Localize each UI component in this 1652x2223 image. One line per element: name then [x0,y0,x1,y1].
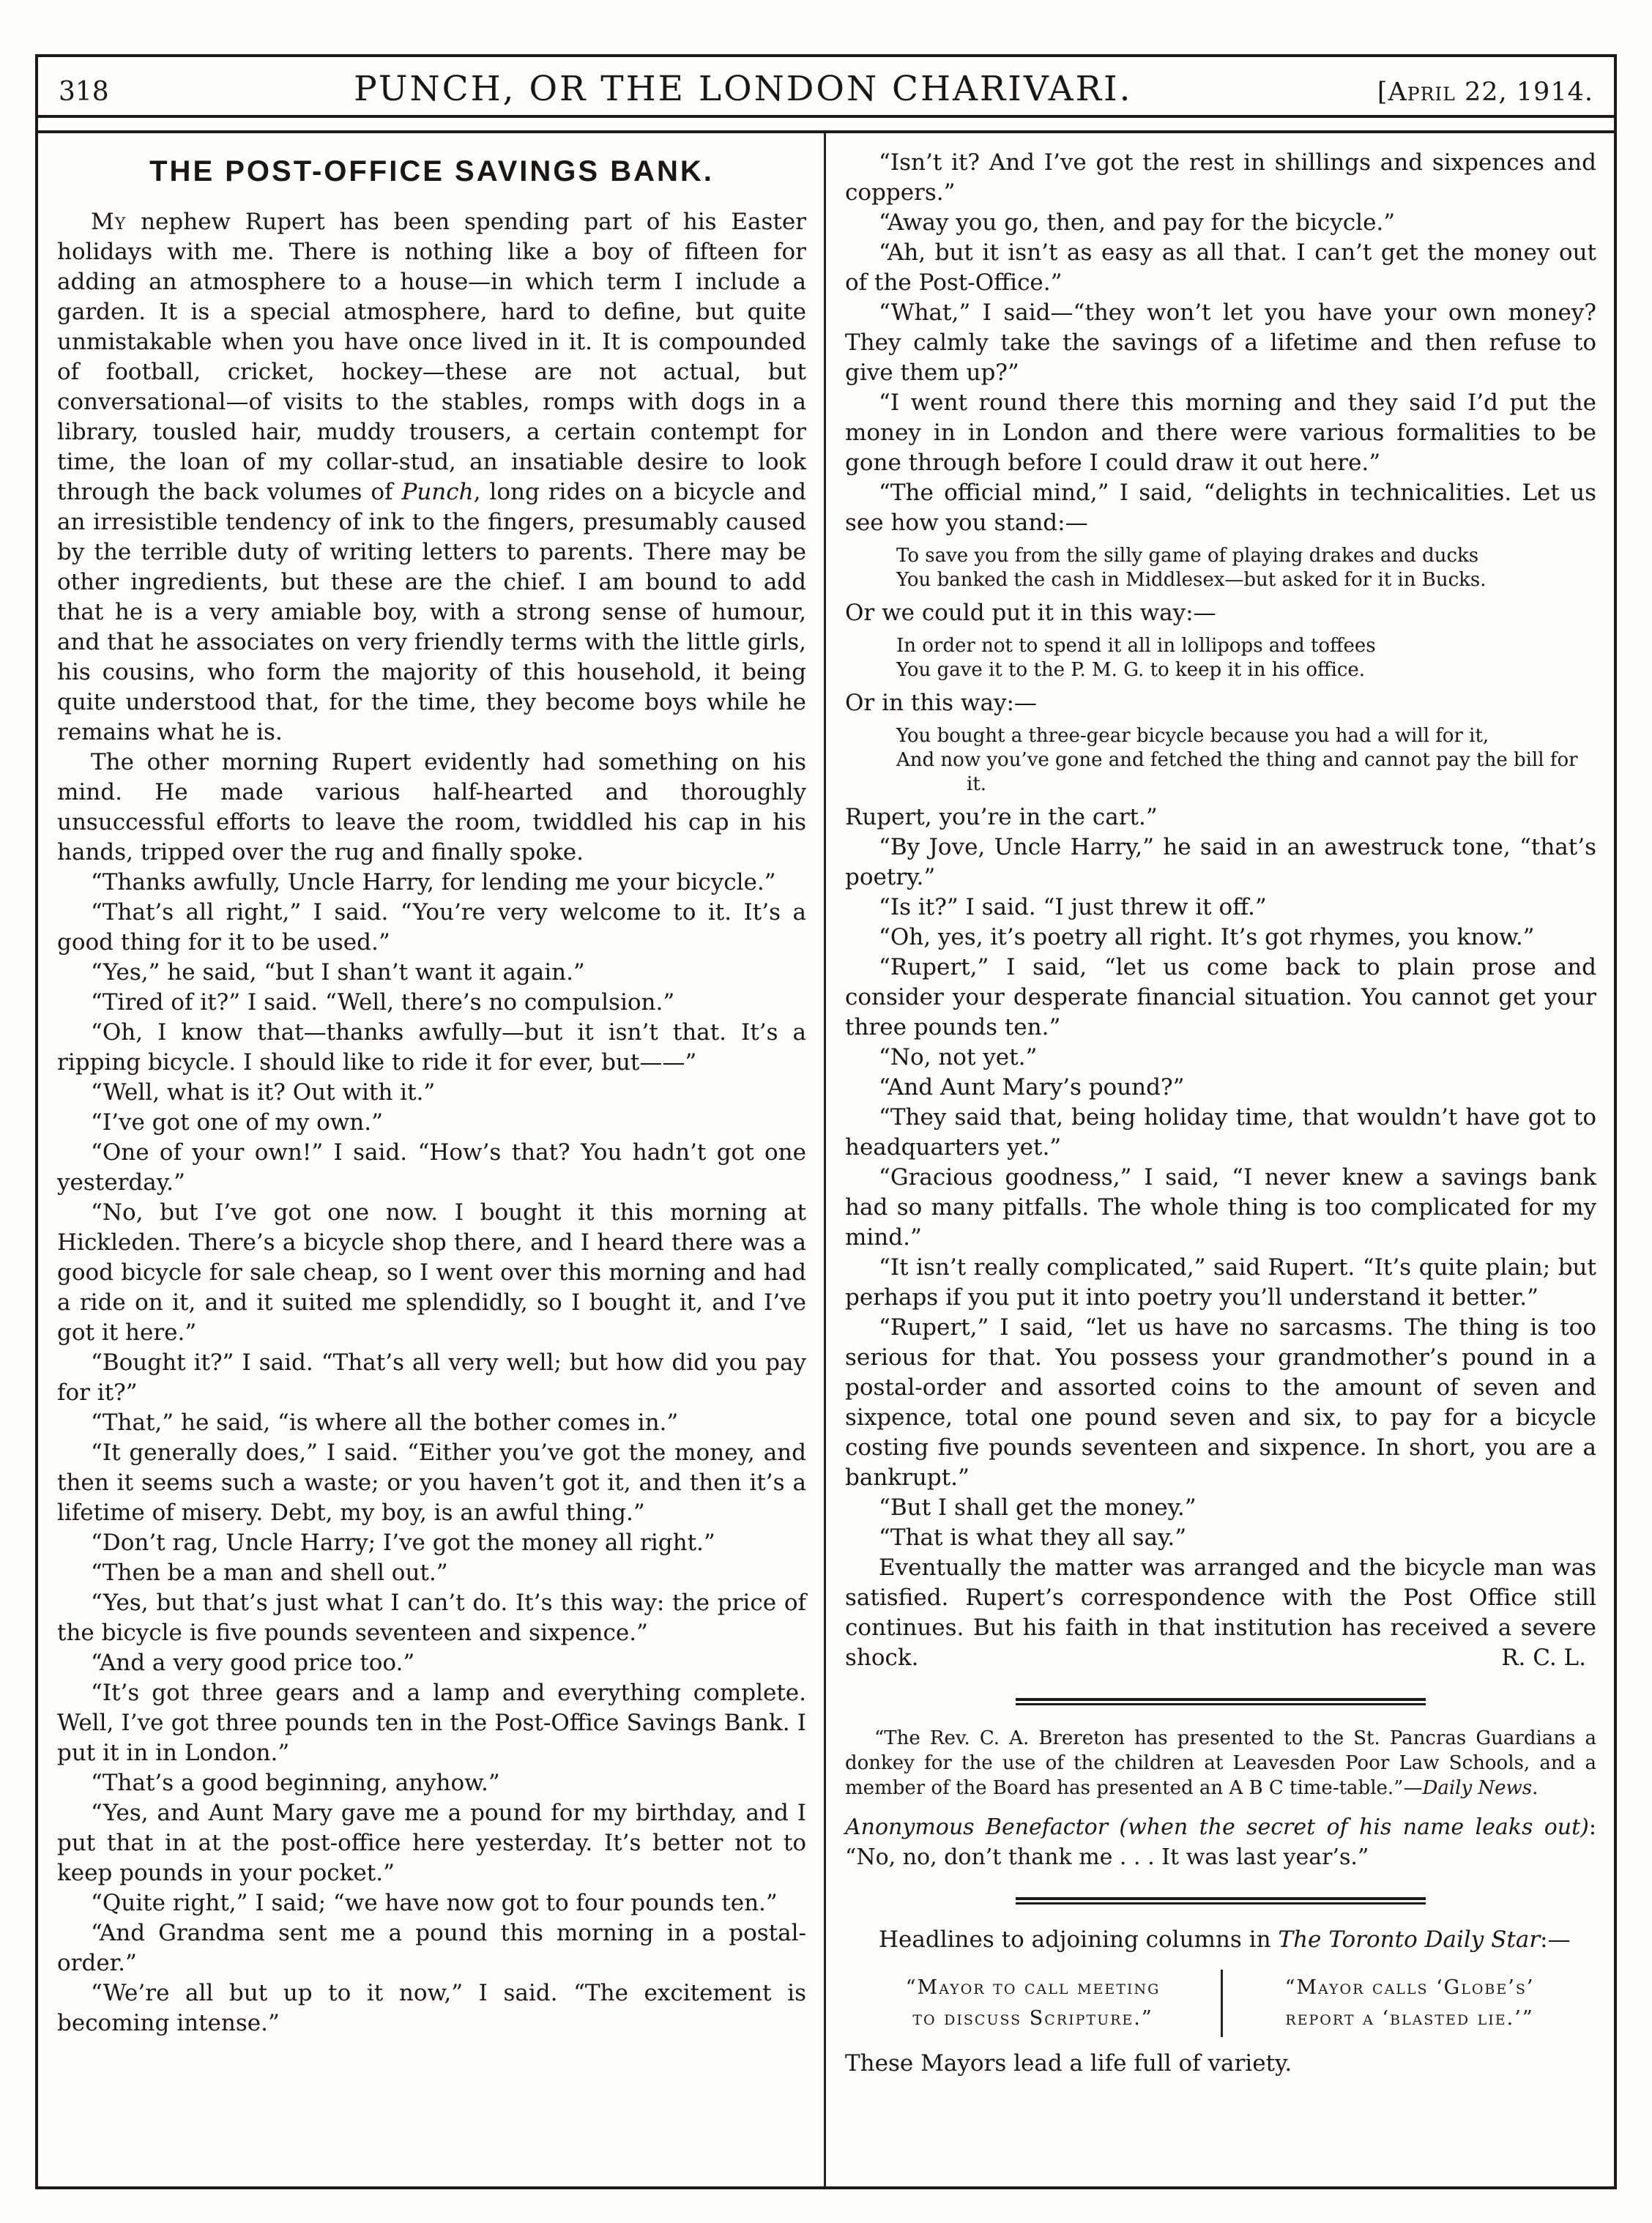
paragraph: “That,” he said, “is where all the bother comes in.” [91,1410,679,1436]
paragraph: “That is what they all say.” [879,1524,1187,1551]
page-number: 318 [59,77,109,107]
paragraph: “That’s all right,” I said. “You’re very welcome to it. It’s a good thing for it to be used.” [57,899,806,956]
paragraph: “It’s got three gears and a lamp and everything complete. Well, I’ve got three pounds ten in the Post-Office Savings Bank. I put it in in London.” [57,1680,806,1766]
paragraph: “What,” I said—“they won’t let you have your own money? They calmly take the savings of a lifetime and then refuse to give them up?” [845,299,1596,386]
paragraph: “Oh, I know that—thanks awfully—but it isn’t that. It’s a ripping bicycle. I should like to ride it for ever, but——” [57,1019,806,1076]
paragraph: “I went round there this morning and they said I’d put the money in in London and there were various formalities to be gone through before I could draw it out here.” [845,390,1596,476]
star-headlines [845,1970,1596,2037]
paragraph: “By Jove, Uncle Harry,” he said in an awestruck tone, “that’s poetry.” [845,834,1596,890]
paragraph: “And Aunt Mary’s pound?” [879,1074,1185,1101]
verse-line: In order not to spend it all in lollipops and toffees [896,635,1376,657]
masthead-title: PUNCH, OR THE LONDON CHARIVARI. [354,69,1133,109]
paragraph: “The official mind,” I said, “delights in technicalities. Let us see how you stand:— [845,480,1596,536]
small-caps-lead: My [91,209,127,235]
paragraph: “Yes, and Aunt Mary gave me a pound for my birthday, and I put that in at the post-office here yesterday. It’s better not to keep pounds in your pocket.” [57,1800,806,1886]
verse-line: You bought a three-gear bicycle because you had a will for it, [896,725,1489,747]
columns-container [38,133,1614,2186]
paragraph: “Is it?” I said. “I just threw it off.” [879,894,1267,920]
verse-line: And now you’ve gone and fetched the thing and cannot pay the bill for it. [896,749,1578,795]
paragraph: “One of your own!” I said. “How’s that? You hadn’t got one yesterday.” [57,1139,806,1196]
star-closing-line: These Mayors lead a life full of variety. [845,2050,1292,2077]
paragraph: The other morning Rupert evidently had something on his mind. He made various half-hearted and thoroughly unsuccessful efforts to leave the room, twiddled his cap in his hands, tripped over the rug and finally spoke. [57,749,806,865]
verse-couplet [896,544,1596,592]
left-column [38,133,826,2186]
paragraph: “It generally does,” I said. “Either you’ve got the money, and then it seems such a waste; or you haven’t got it, and then it’s a lifetime of misery. Debt, my boy, is an awful thing.” [57,1440,806,1526]
paragraph: “Rupert,” I said, “let us have no sarcasms. The thing is too serious for that. You possess your grandmother’s pound in a postal-order and assorted coins to the amount of seven and sixpence, total one pound seven and six, to pay for a bicycle costing five pounds seventeen and sixpence. In short, you are a bankrupt.” [845,1314,1596,1491]
paragraph: “Well, what is it? Out with it.” [91,1079,436,1106]
verse-couplet [896,634,1596,682]
paragraph: Or in this way:— [845,690,1037,716]
paragraph: “That’s a good beginning, anyhow.” [91,1770,500,1796]
news-filler-quote: “The Rev. C. A. Brereton has presented to the St. Pancras Guardians a donkey for the use of the children at Leavesden Poor Law Schools, and a member of the Board has presented an A B C time-table.”—Daily News. [845,1727,1596,1799]
header-double-rule [38,115,1614,133]
right-column [826,133,1614,2186]
verse-line: You gave it to the P. M. G. to keep it in his office. [896,659,1366,681]
article-title: THE POST-OFFICE SAVINGS BANK. [149,155,714,187]
section-divider [1016,1698,1426,1705]
paragraph: “Isn’t it? And I’ve got the rest in shillings and sixpences and coppers.” [845,149,1596,206]
paragraph: “Bought it?” I said. “That’s all very well; but how did you pay for it?” [57,1349,806,1406]
author-signature: R. C. L. [1501,1645,1586,1671]
verse-line: To save you from the silly game of playing drakes and ducks [896,545,1479,567]
star-headline-right: “Mayor calls ‘Globe’s’ report a ‘blasted lie.’” [1221,1970,1596,2037]
paragraph: “Don’t rag, Uncle Harry; I’ve got the money all right.” [91,1530,715,1556]
paragraph: “Gracious goodness,” I said, “I never knew a savings bank had so many pitfalls. The whole thing is too complicated for my mind.” [845,1164,1596,1251]
page-frame [35,54,1617,2189]
paragraph: “Away you go, then, and pay for the bicycle.” [879,209,1396,236]
paragraph: “Oh, yes, it’s poetry all right. It’s got rhymes, you know.” [879,924,1535,950]
paragraph: Rupert, you’re in the cart.” [845,804,1158,830]
paragraph: “They said that, being holiday time, that wouldn’t have got to headquarters yet.” [845,1104,1596,1161]
paragraph: “And Grandma sent me a pound this morning in a postal-order.” [57,1920,806,1976]
paragraph: “Yes, but that’s just what I can’t do. It’s this way: the price of the bicycle is five pounds seventeen and sixpence.” [57,1590,806,1646]
article-left-flow [57,207,806,2038]
paragraph: Or we could put it in this way:— [845,600,1216,626]
star-headlines-intro: Headlines to adjoining columns in The Toronto Daily Star:— [879,1926,1571,1953]
star-headline-left: “Mayor to call meeting to discuss Scripture.” [905,1976,1161,2030]
paragraph: “Thanks awfully, Uncle Harry, for lending me your bicycle.” [91,869,776,895]
paragraph: “Quite right,” I said; “we have now got to four pounds ten.” [91,1890,778,1916]
paragraph: “We’re all but up to it now,” I said. “The excitement is becoming intense.” [57,1980,806,2036]
paragraph: “But I shall get the money.” [879,1494,1197,1521]
anonymous-benefactor-line: Anonymous Benefactor (when the secret of his name leaks out): “No, no, don’t thank me . . . It was last year’s.” [845,1814,1596,1870]
issue-date: [April 22, 1914. [1377,78,1593,107]
page-header [38,57,1614,115]
paragraph: “No, not yet.” [879,1044,1038,1070]
paragraph: “No, but I’ve got one now. I bought it this morning at Hickleden. There’s a bicycle shop there, and I heard there was a good bicycle for sale cheap, so I went over this morning and had a ride on it, and it suited me splendidly, so I bought it, and I’ve got it here.” [57,1199,806,1346]
paragraph: Eventually the matter was arranged and the bicycle man was satisfied. Rupert’s correspondence with the Post Office still continues. But his faith in that institution has received a severe shock. R. C. L. [845,1553,1596,1673]
section-divider [1016,1897,1426,1904]
paragraph: “It isn’t really complicated,” said Rupert. “It’s quite plain; but perhaps if you put it into poetry you’ll understand it better.” [845,1254,1596,1311]
paragraph: “And a very good price too.” [91,1650,415,1676]
verse-couplet [896,724,1596,797]
verse-line: You banked the cash in Middlesex—but asked for it in Bucks. [896,569,1487,591]
paragraph: “Rupert,” I said, “let us come back to plain prose and consider your desperate financial situation. You cannot get your three pounds ten.” [845,954,1596,1040]
article-right-flow [845,148,1596,1673]
paragraph: My nephew Rupert has been spending part of his Easter holidays with me. There is nothing like a boy of fifteen for adding an atmosphere to a house—in which term I include a garden. It is a special atmosphere, hard to define, but quite unmistakable when you have once lived in it. It is compounded of football, cricket, hockey—these are not actual, but conversational—of visits to the stables, romps with dogs in a library, tousled hair, muddy trousers, a certain contempt for time, the loan of my collar-stud, an insatiable desire to look through the back volumes of Punch, long rides on a bicycle and an irresistible tendency of ink to the fingers, presumably caused by the terrible duty of writing letters to parents. There may be other ingredients, but these are the chief. I am bound to add that he is a very amiable boy, with a strong sense of humour, and that he associates on very friendly terms with the little girls, his cousins, who form the majority of this household, it being quite understood that, for the time, they become boys while he remains what he is. [57,209,806,745]
paragraph: “Tired of it?” I said. “Well, there’s no compulsion.” [91,989,675,1016]
paragraph: “Then be a man and shell out.” [91,1560,448,1586]
paragraph: “I’ve got one of my own.” [91,1109,383,1136]
paragraph: “Yes,” he said, “but I shan’t want it again.” [91,959,585,986]
paragraph: “Ah, but it isn’t as easy as all that. I can’t get the money out of the Post-Office.” [845,239,1596,296]
